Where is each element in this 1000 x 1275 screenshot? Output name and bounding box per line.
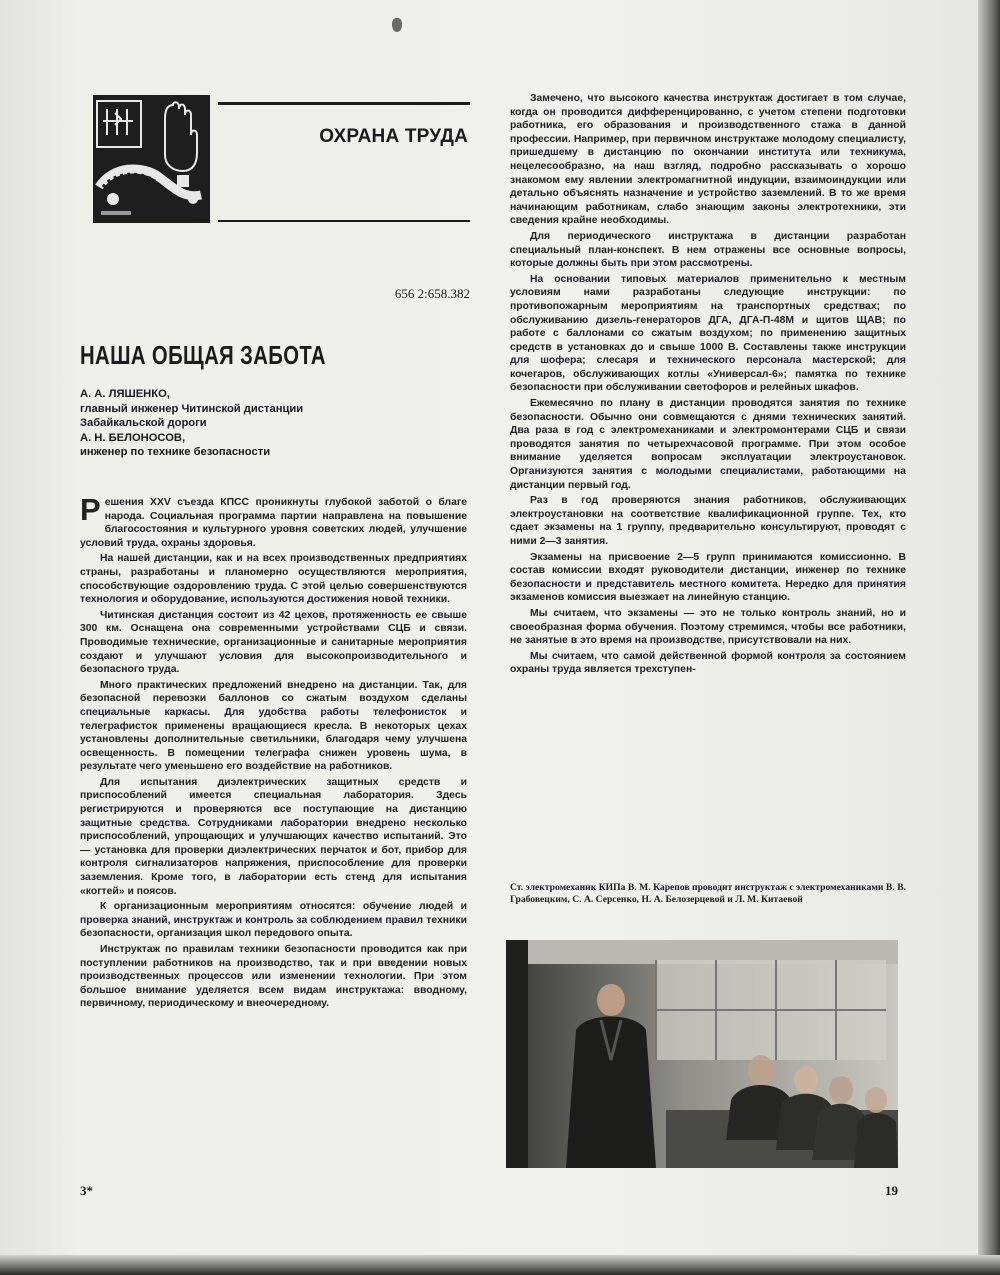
paragraph: Замечено, что высокого качества инструктаж достигает в том случае, когда он проводится дифференцированно, с учетом степени подготовки работника, его образования и производственного стажа в данной профессии. Например, при первичном инструктаже молодому специалисту, пришедшему в дистанцию по окончании института или техникума, нецелесообразно, на наш взгляд, подробно рассказывать о хорошо знакомом ему явлении электромагнитной индукции, взаимоиндукции или детально объяснять назначение и устройство заземлений. В то же время начинающим работникам, слабо знающим законы электротехники, эти сведения крайне необходимы. [510, 93, 906, 227]
paragraph: Мы считаем, что экзамены — это не только контроль знаний, но и своеобразная форма обучения. Поэтому стремимся, чтобы все работники, не занятые в это время на производстве, присутствовали на них. [510, 607, 906, 647]
paragraph: Ежемесячно по плану в дистанции проводятся занятия по технике безопасности. Обычно они совмещаются с днями технических занятий. Два раза в год с электромеханиками и электромонтерами СЦБ и связи проводятся занятия по четырехчасовой программе. При этом особое внимание уделяется вопросам эксплуатации электроустановок. Организуются занятия с молодыми специалистами, работающими на дистанции первый год. [510, 398, 906, 491]
paragraph-text: ешения XXV съезда КПСС проникнуты глубокой заботой о благе народа. Социальная программа партии направлена на повышение благосостояния и культурного уровня советских людей, улучшение условий труда, охраны здоровья. [80, 497, 467, 549]
paragraph: Для периодического инструктажа в дистанции разработан специальный план-конспект. В нем отражены все основные вопросы, которые должны быть при этом рассмотрены. [510, 230, 906, 270]
udc-code: 656 2:658.382 [394, 286, 470, 301]
paragraph: Мы считаем, что самой действенной формой контроля за состоянием охраны труда является трехступен- [510, 650, 906, 676]
paragraph [80, 492, 467, 550]
author-line: А. А. ЛЯШЕНКО, [80, 388, 170, 400]
paragraph: Раз в год проверяются знания работников, обслуживающих электроустановки на соответствие квалификационной группе. Тех, кто сдает экзамены на 1 группу, предварительно консультируют, проводят с ними 2—3 занятия. [510, 495, 906, 547]
author-line: А. Н. БЕЛОНОСОВ, [80, 431, 186, 444]
paragraph: Инструктаж по правилам техники безопасности проводится как при поступлении работников на производство, так и при введении новых производственных процессов или изменении технологии. При этом большое внимание уделяется всем видам инструктажа: вводному, первичному, периодическому и внеочередному. [80, 944, 467, 1010]
ink-mark [392, 18, 402, 32]
book-spine-shadow [978, 0, 1000, 1275]
paragraph: Для испытания диэлектрических защитных средств и приспособлений имеется специальная лаборатория. Здесь регистрируются и проверяются все поступающие на дистанцию защитные средства. Сотрудниками лаборатории внедрено несколько приспособлений, упрощающих и улучшающих качество испытаний. Это — установка для проверки диэлектрических перчаток и бот, прибор для контроля сигнализаторов напряжения, приспособление для проверки заземления. Кроме того, в лаборатории есть стенд для испытания «когтей» и поясов. [80, 776, 467, 897]
author-line: главный инженер Читинской дистанции [80, 402, 304, 415]
header-rule-bottom [218, 220, 470, 222]
paragraph: Читинская дистанция состоит из 42 цехов, протяженность ее свыше 300 км. Оснащена она современными устройствами СЦБ и связи. Проводимые технические, организационные и санитарные мероприятия создают и улучшают условия для высокопроизводительного и безопасного труда. [80, 609, 467, 676]
photo-image [506, 940, 898, 1168]
photo-caption: Ст. электромеханик КИПа В. М. Карепов проводит инструктаж с электромеханиками В. В. Грабовецким, С. А. Серсенко, Н. А. Белозерцевой и Л. М. Китаевой [510, 882, 906, 905]
paragraph: На основании типовых материалов применительно к местным условиям нами разработаны следующие инструкции: по противопожарным мероприятиям на транспортных средствах; по обслуживанию дизель-генераторов ДГА, ДГА-П-48М и щитов ЩАВ; по работе с баллонами со сжатым воздухом; по применению защитных средств в установках до и свыше 1000 В. Составлены также инструкции для шофера; слесаря и технического персонала мастерской; для кочегаров, обслуживающих котлы «Универсал-6»; памятка по технике безопасности при обслуживании светофоров и релейных шкафов. [510, 273, 906, 394]
paragraph: Много практических предложений внедрено на дистанции. Так, для безопасной перевозки баллонов со сжатым воздухом сделаны специальные каркасы. Для удобства работы телефонисток и телеграфисток применены вращающиеся кресла. В некоторых цехах установлены дополнительные светильники, благодаря чему улучшена освещенность. В помещении телеграфа снижен уровень шума, в результате чего уменьшено его воздействие на работников. [80, 679, 467, 773]
page-number: 19 [885, 1183, 898, 1198]
article-title: НАША ОБЩАЯ ЗАБОТА [80, 340, 326, 370]
paragraph: Экзамены на присвоение 2—5 групп принимаются комиссионно. В состав комиссии входят руководители дистанции, инженер по технике безопасности и представитель местного комитета. Нередко для принятия экзаменов комиссия выезжает на линейную станцию. [510, 551, 906, 604]
author-line: инженер по технике безопасности [80, 446, 271, 458]
article-left-column [80, 492, 467, 1013]
paragraph: На нашей дистанции, как и на всех производственных предприятиях страны, разработаны и планомерно осуществляются мероприятия, способствующие оздоровлению труда. С этой целью совершенствуются технология и оборудование, используются достижения новой техники. [80, 553, 467, 606]
emblem-graphic [93, 95, 210, 223]
section-title: ОХРАНА ТРУДА [319, 126, 468, 147]
drop-cap: Р [80, 492, 101, 527]
article-right-column [510, 92, 906, 679]
paragraph: К организационным мероприятиям относятся: обучение людей и проверка знаний, инструктаж и контроль за соблюдением правил техники безопасности, организация школ передового опыта. [80, 901, 467, 940]
article-authors [80, 387, 380, 460]
author-line: Забайкальской дороги [80, 417, 207, 429]
article-photo [506, 940, 898, 1168]
safety-rubric-emblem [93, 95, 210, 223]
signature-mark: 3* [80, 1183, 93, 1198]
page-bottom-edge [0, 1255, 1000, 1275]
header-rule-top [218, 102, 470, 105]
